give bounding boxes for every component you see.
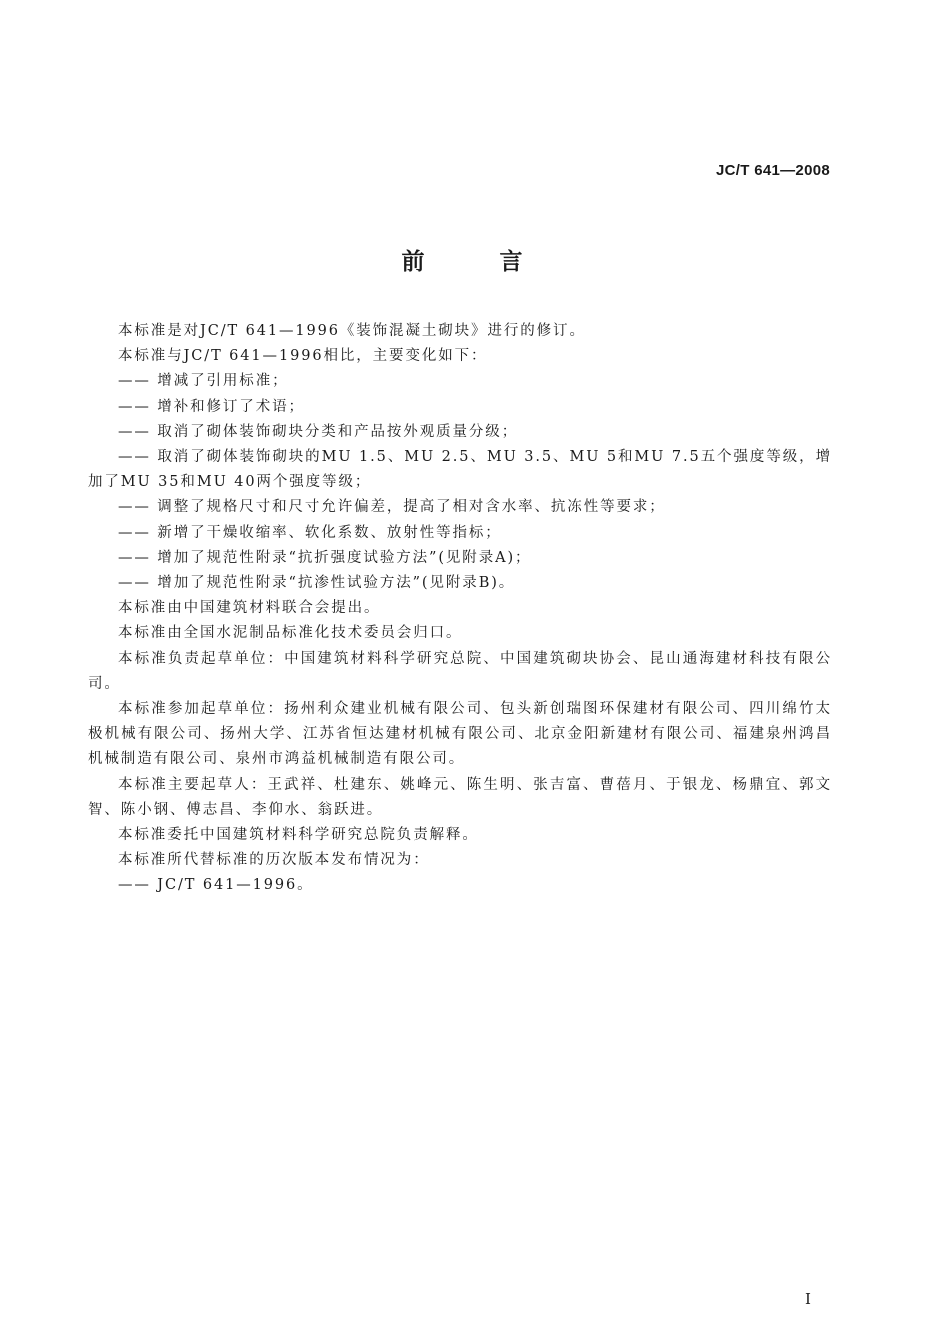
paragraph: 本标准所代替标准的历次版本发布情况为： [118, 852, 430, 869]
paragraph: 本标准负责起草单位：中国建筑材料科学研究总院、中国建筑砌块协会、昆山通海建材科技有限公司。 [88, 650, 832, 692]
list-item: —— JC/T 641—1996。 [118, 877, 314, 894]
page-number: I [805, 1290, 811, 1308]
list-item: —— 增加了规范性附录“抗渗性试验方法”(见附录B)。 [118, 575, 516, 592]
foreword-body [88, 319, 832, 899]
list-item: —— 增减了引用标准； [118, 373, 289, 390]
page-title: 前 言 [401, 249, 549, 275]
standard-code-header: JC/T 641—2008 [716, 162, 830, 179]
list-item: —— 取消了砌体装饰砌块的MU 1.5、MU 2.5、MU 3.5、MU 5和MU 7.5五个强度等级，增加了MU 35和MU 40两个强度等级； [88, 449, 832, 491]
list-item: —— 取消了砌体装饰砌块分类和产品按外观质量分级； [118, 423, 519, 440]
paragraph: 本标准委托中国建筑材料科学研究总院负责解释。 [118, 827, 479, 844]
paragraph: 本标准主要起草人：王武祥、杜建东、姚峰元、陈生明、张吉富、曹蓓月、于银龙、杨鼎宜、郭文智、陈小钢、傅志昌、李仰水、翁跃进。 [88, 776, 832, 818]
list-item: —— 新增了干燥收缩率、软化系数、放射性等指标； [118, 524, 502, 541]
paragraph: 本标准由全国水泥制品标准化技术委员会归口。 [118, 625, 463, 642]
paragraph: 本标准与JC/T 641—1996相比，主要变化如下： [118, 348, 488, 365]
paragraph: 本标准由中国建筑材料联合会提出。 [118, 600, 381, 617]
list-item: —— 增补和修订了术语； [118, 398, 305, 415]
paragraph: 本标准参加起草单位：扬州利众建业机械有限公司、包头新创瑞图环保建材有限公司、四川绵竹太极机械有限公司、扬州大学、江苏省恒达建材机械有限公司、北京金阳新建材有限公司、福建泉州鸿昌机械制造有限公司、泉州市鸿益机械制造有限公司。 [88, 701, 832, 768]
list-item: —— 调整了规格尺寸和尺寸允许偏差，提高了相对含水率、抗冻性等要求； [118, 499, 666, 516]
list-item: —— 增加了规范性附录“抗折强度试验方法”(见附录A)； [118, 549, 532, 566]
paragraph: 本标准是对JC/T 641—1996《装饰混凝土砌块》进行的修订。 [118, 323, 586, 339]
